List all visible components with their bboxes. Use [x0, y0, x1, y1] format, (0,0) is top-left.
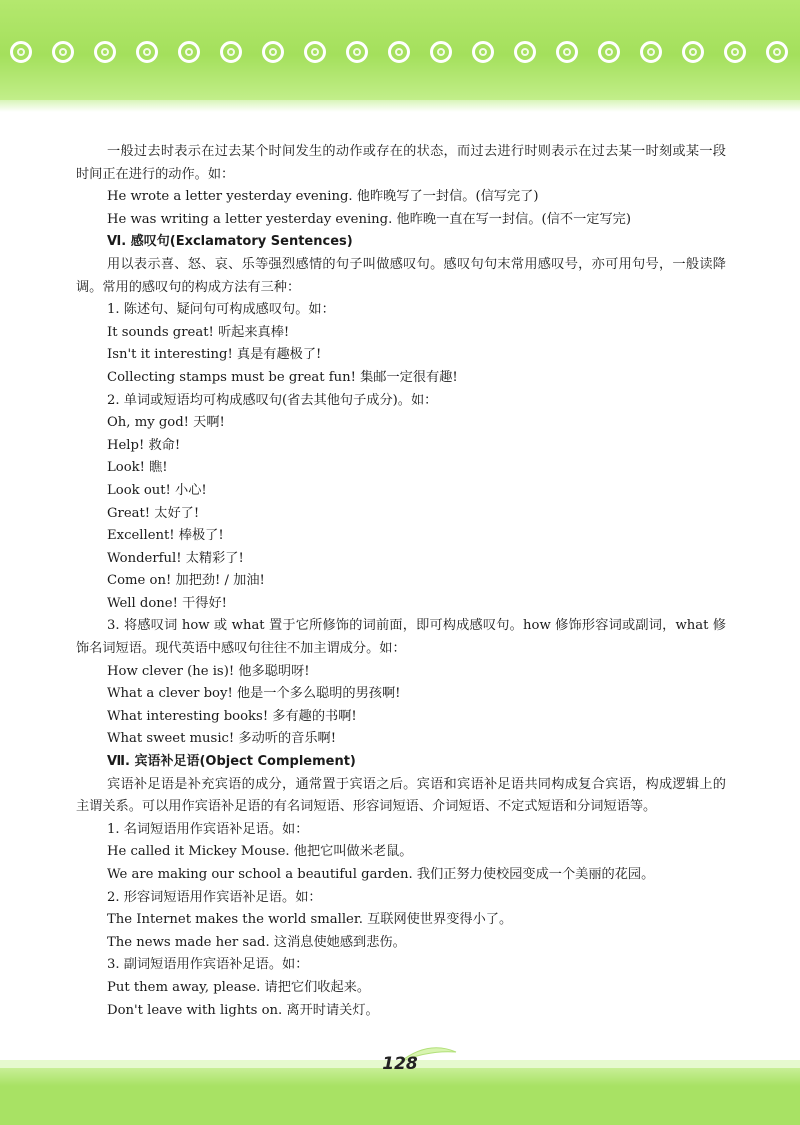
example-sentence: Great! 太好了!: [107, 505, 200, 521]
rule-item: 1. 名词短语用作宾语补足语。如：: [107, 821, 309, 837]
example-sentence: The news made her sad. 这消息使她感到悲伤。: [107, 934, 406, 950]
ring-icon: [598, 41, 620, 63]
ring-icon: [430, 41, 452, 63]
rule-item: 2. 形容词短语用作宾语补足语。如：: [107, 889, 322, 905]
example-sentence: What interesting books! 多有趣的书啊!: [107, 708, 357, 724]
header-band: [0, 0, 800, 100]
example-sentence: What a clever boy! 他是一个多么聪明的男孩啊!: [107, 686, 401, 702]
paragraph: 一般过去时表示在过去某个时间发生的动作或存在的状态，而过去进行时则表示在过去某一时刻或某一段时间正在进行的动作。如：: [76, 144, 726, 182]
example-sentence: Excellent! 棒极了!: [107, 528, 224, 544]
section-heading: Ⅶ. 宾语补足语(Object Complement): [107, 754, 356, 770]
ring-icon: [346, 41, 368, 63]
ring-icon: [514, 41, 536, 63]
ring-icon: [52, 41, 74, 63]
section-heading: Ⅵ. 感叹句(Exclamatory Sentences): [107, 234, 353, 250]
page-body: [76, 141, 726, 1022]
ring-decoration: [10, 41, 800, 65]
rule-item: 2. 单词或短语均可构成感叹句(省去其他句子成分)。如：: [107, 392, 438, 408]
header-fade: [0, 100, 800, 112]
ring-icon: [136, 41, 158, 63]
paragraph: 用以表示喜、怒、哀、乐等强烈感情的句子叫做感叹句。感叹句句末常用感叹号，亦可用句号，一般读降调。常用的感叹句的构成方法有三种：: [76, 256, 726, 295]
ring-icon: [556, 41, 578, 63]
rule-item: 3. 副词短语用作宾语补足语。如：: [107, 957, 309, 973]
example-sentence: What sweet music! 多动听的音乐啊!: [107, 731, 337, 747]
example-sentence: Look out! 小心!: [107, 482, 207, 498]
example-sentence: Come on! 加把劲! / 加油!: [107, 573, 265, 589]
example-sentence: Help! 救命!: [107, 437, 181, 453]
example-sentence: How clever (he is)! 他多聪明呀!: [107, 663, 310, 679]
example-sentence: Wonderful! 太精彩了!: [107, 550, 244, 566]
ring-icon: [766, 41, 788, 63]
example-sentence: Collecting stamps must be great fun! 集邮一定很有趣!: [107, 369, 458, 385]
ring-icon: [388, 41, 410, 63]
example-sentence: He was writing a letter yesterday evening. 他昨晚一直在写一封信。(信不一定写完): [107, 211, 631, 227]
example-sentence: It sounds great! 听起来真棒!: [107, 324, 290, 340]
example-sentence: He wrote a letter yesterday evening. 他昨晚写了一封信。(信写完了): [107, 189, 539, 205]
ring-icon: [94, 41, 116, 63]
example-sentence: The Internet makes the world smaller. 互联网使世界变得小了。: [107, 912, 513, 928]
ring-icon: [640, 41, 662, 63]
page-number: 128: [382, 1054, 418, 1074]
rule-item: 1. 陈述句、疑问句可构成感叹句。如：: [107, 302, 335, 318]
ring-icon: [178, 41, 200, 63]
example-sentence: Isn't it interesting! 真是有趣极了!: [107, 347, 322, 363]
paragraph: 宾语补足语是补充宾语的成分，通常置于宾语之后。宾语和宾语补足语共同构成复合宾语，构成逻辑上的主谓关系。可以用作宾语补足语的有名词短语、形容词短语、介词短语、不定式短语和分词短语等。: [76, 776, 726, 815]
example-sentence: He called it Mickey Mouse. 他把它叫做米老鼠。: [107, 844, 413, 860]
example-sentence: Don't leave with lights on. 离开时请关灯。: [107, 1002, 379, 1018]
example-sentence: Look! 瞧!: [107, 460, 168, 476]
example-sentence: Well done! 干得好!: [107, 595, 227, 611]
ring-icon: [724, 41, 746, 63]
example-sentence: We are making our school a beautiful garden. 我们正努力使校园变成一个美丽的花园。: [107, 867, 655, 882]
ring-icon: [220, 41, 242, 63]
ring-icon: [10, 41, 32, 63]
example-sentence: Put them away, please. 请把它们收起来。: [107, 979, 371, 995]
example-sentence: Oh, my god! 天啊!: [107, 415, 225, 431]
ring-icon: [682, 41, 704, 63]
ring-icon: [262, 41, 284, 63]
ring-icon: [304, 41, 326, 63]
rule-item: 3. 将感叹词 how 或 what 置于它所修饰的词前面，即可构成感叹句。how 修饰形容词或副词，what 修饰名词短语。现代英语中感叹句往往不加主谓成分。如：: [76, 618, 726, 657]
ring-icon: [472, 41, 494, 63]
